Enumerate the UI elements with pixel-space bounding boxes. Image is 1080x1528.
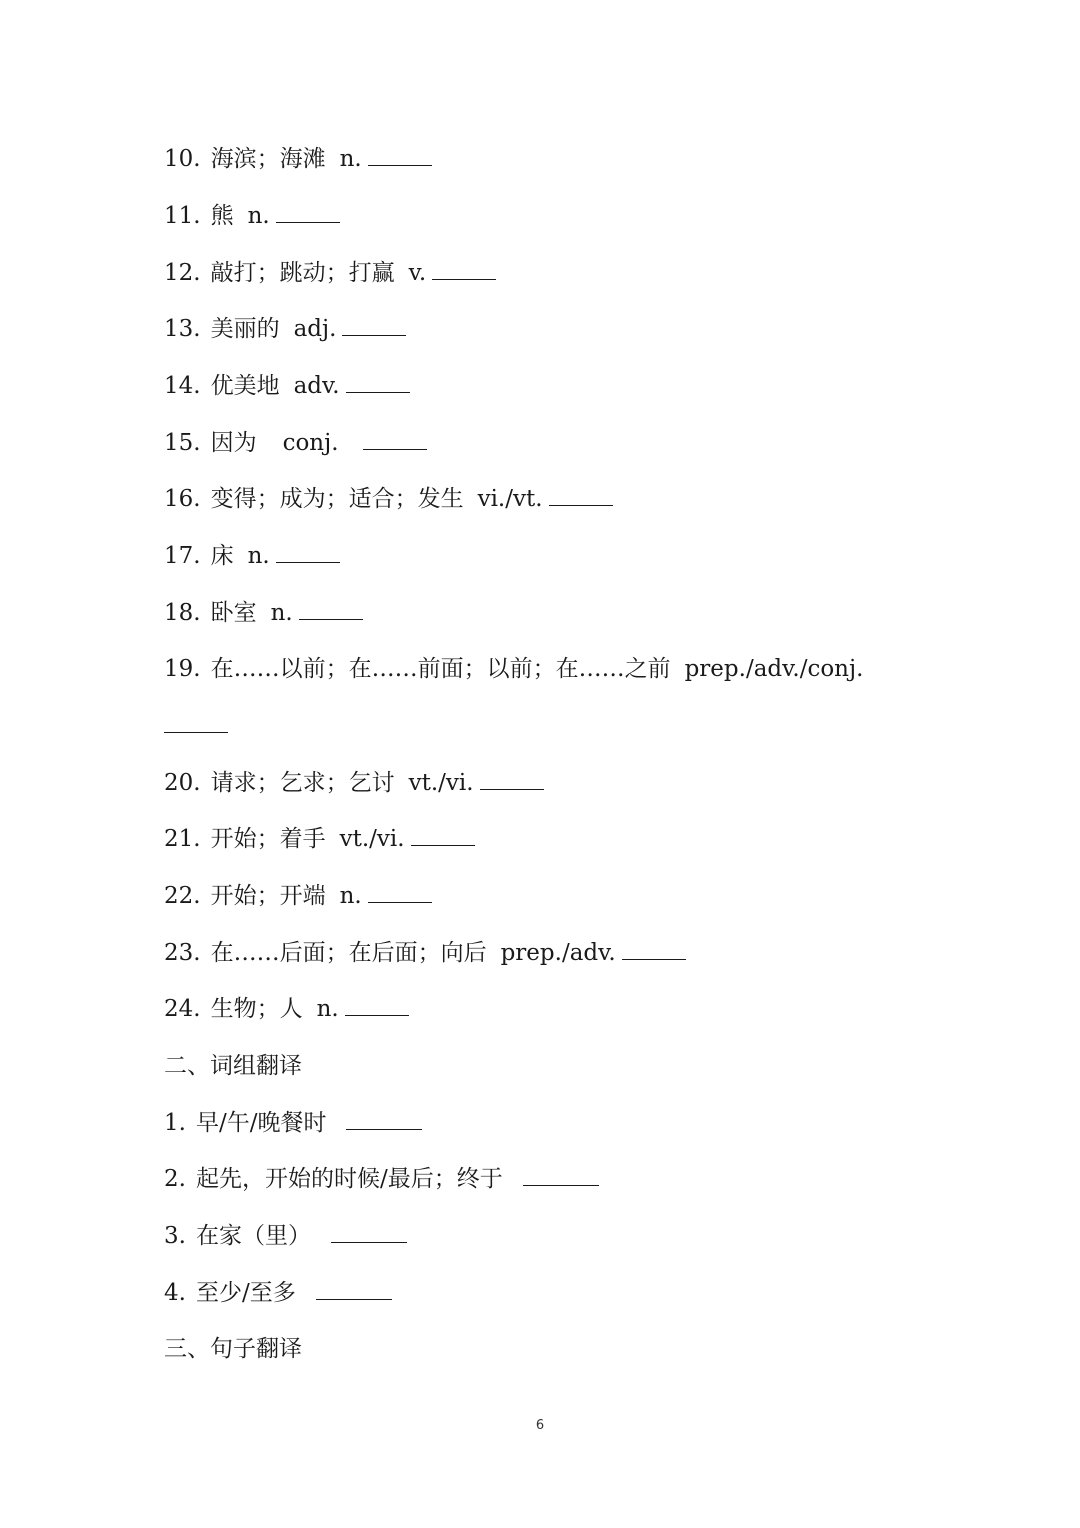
vocab-item-12: 12. 敲打；跳动；打赢 v. xyxy=(164,257,496,289)
answer-blank[interactable] xyxy=(164,710,228,733)
answer-blank[interactable] xyxy=(342,313,406,336)
page-number: 6 xyxy=(535,1418,545,1433)
answer-blank[interactable] xyxy=(368,880,432,903)
section-3-heading: 三、句子翻译 xyxy=(164,1336,302,1362)
phrase-item-4: 4. 至少/至多 xyxy=(164,1277,392,1309)
vocab-item-11: 11. 熊 n. xyxy=(164,200,340,232)
answer-blank[interactable] xyxy=(480,767,544,790)
vocab-item-18: 18. 卧室 n. xyxy=(164,597,363,629)
answer-blank[interactable] xyxy=(411,823,475,846)
vocab-item-19: 19. 在……以前；在……前面；以前；在……之前 prep./adv./conj. xyxy=(164,656,864,682)
vocab-item-15: 15. 因为 conj. xyxy=(164,427,427,459)
answer-blank[interactable] xyxy=(523,1163,599,1186)
vocab-item-17: 17. 床 n. xyxy=(164,540,340,572)
answer-blank[interactable] xyxy=(549,483,613,506)
vocab-item-24: 24. 生物；人 n. xyxy=(164,993,409,1025)
answer-blank[interactable] xyxy=(276,200,340,223)
answer-blank[interactable] xyxy=(316,1277,392,1300)
answer-blank[interactable] xyxy=(299,597,363,620)
vocab-item-21: 21. 开始；着手 vt./vi. xyxy=(164,823,475,855)
phrase-item-1: 1. 早/午/晚餐时 xyxy=(164,1107,422,1139)
vocab-item-16: 16. 变得；成为；适合；发生 vi./vt. xyxy=(164,483,613,515)
answer-blank[interactable] xyxy=(346,370,410,393)
vocab-item-10: 10. 海滨；海滩 n. xyxy=(164,143,432,175)
answer-blank[interactable] xyxy=(276,540,340,563)
vocab-item-23: 23. 在……后面；在后面；向后 prep./adv. xyxy=(164,937,686,969)
vocab-item-20: 20. 请求；乞求；乞讨 vt./vi. xyxy=(164,767,544,799)
answer-blank[interactable] xyxy=(346,1107,422,1130)
vocab-item-14: 14. 优美地 adv. xyxy=(164,370,410,402)
answer-blank[interactable] xyxy=(345,993,409,1016)
answer-blank[interactable] xyxy=(363,427,427,450)
vocab-item-22: 22. 开始；开端 n. xyxy=(164,880,432,912)
phrase-item-3: 3. 在家（里） xyxy=(164,1220,407,1252)
answer-blank[interactable] xyxy=(432,257,496,280)
answer-blank[interactable] xyxy=(368,143,432,166)
vocab-item-19-blank-line xyxy=(164,710,228,742)
vocab-item-13: 13. 美丽的 adj. xyxy=(164,313,406,345)
phrase-item-2: 2. 起先，开始的时候/最后；终于 xyxy=(164,1163,599,1195)
section-2-heading: 二、词组翻译 xyxy=(164,1053,302,1079)
answer-blank[interactable] xyxy=(331,1220,407,1243)
answer-blank[interactable] xyxy=(622,937,686,960)
